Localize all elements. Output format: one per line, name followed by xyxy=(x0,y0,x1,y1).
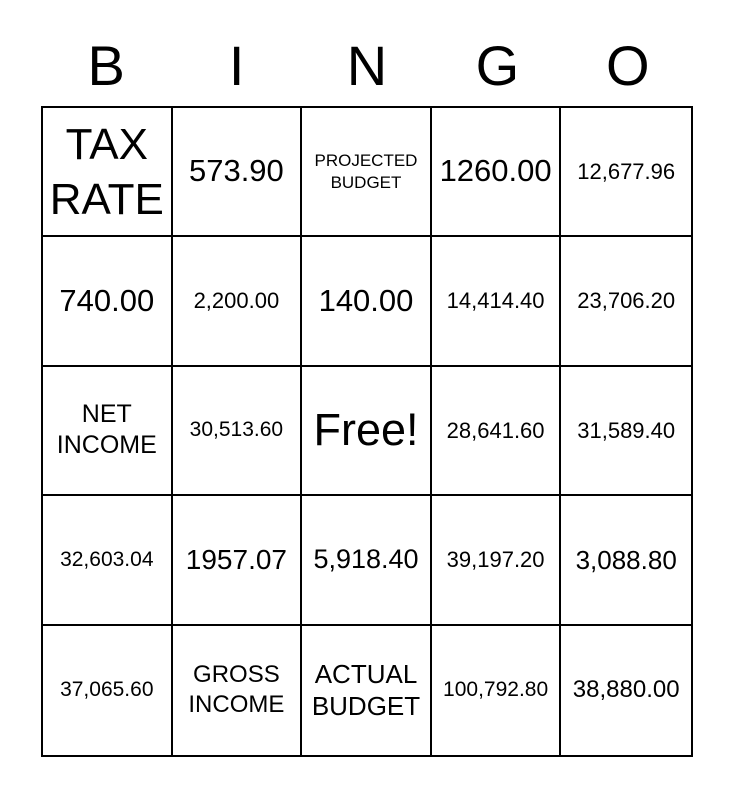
bingo-cell-r4c4[interactable]: 39,197.20 xyxy=(432,496,562,625)
bingo-cell-r5c5[interactable]: 38,880.00 xyxy=(561,626,691,755)
header-letter-g: G xyxy=(475,34,520,97)
bingo-cell-r1c4[interactable]: 1260.00 xyxy=(432,108,562,237)
header-letter-n: N xyxy=(346,34,388,97)
bingo-cell-r5c3[interactable]: ACTUAL BUDGET xyxy=(302,626,432,755)
bingo-header xyxy=(41,0,693,106)
bingo-cell-r4c1[interactable]: 32,603.04 xyxy=(43,496,173,625)
bingo-cell-r3c4[interactable]: 28,641.60 xyxy=(432,367,562,496)
bingo-cell-r3c5[interactable]: 31,589.40 xyxy=(561,367,691,496)
bingo-cell-r2c1[interactable]: 740.00 xyxy=(43,237,173,366)
bingo-cell-r2c3[interactable]: 140.00 xyxy=(302,237,432,366)
bingo-cell-r1c1[interactable]: TAX RATE xyxy=(43,108,173,237)
header-letter-b: B xyxy=(87,34,125,97)
bingo-cell-r3c1[interactable]: NET INCOME xyxy=(43,367,173,496)
bingo-cell-r2c2[interactable]: 2,200.00 xyxy=(173,237,303,366)
header-letter-o: O xyxy=(606,34,650,97)
bingo-cell-r1c5[interactable]: 12,677.96 xyxy=(561,108,691,237)
bingo-cell-r4c2[interactable]: 1957.07 xyxy=(173,496,303,625)
bingo-cell-r5c1[interactable]: 37,065.60 xyxy=(43,626,173,755)
header-letter-i: I xyxy=(228,34,245,97)
bingo-cell-r5c4[interactable]: 100,792.80 xyxy=(432,626,562,755)
bingo-cell-r4c3[interactable]: 5,918.40 xyxy=(302,496,432,625)
bingo-cell-r5c2[interactable]: GROSS INCOME xyxy=(173,626,303,755)
bingo-cell-r2c4[interactable]: 14,414.40 xyxy=(432,237,562,366)
free-cell[interactable]: Free! xyxy=(302,367,432,496)
bingo-cell-r3c2[interactable]: 30,513.60 xyxy=(173,367,303,496)
bingo-cell-r2c5[interactable]: 23,706.20 xyxy=(561,237,691,366)
bingo-cell-r1c3[interactable]: PROJECTED BUDGET xyxy=(302,108,432,237)
bingo-cell-r4c5[interactable]: 3,088.80 xyxy=(561,496,691,625)
bingo-cell-r1c2[interactable]: 573.90 xyxy=(173,108,303,237)
bingo-grid xyxy=(41,106,693,757)
